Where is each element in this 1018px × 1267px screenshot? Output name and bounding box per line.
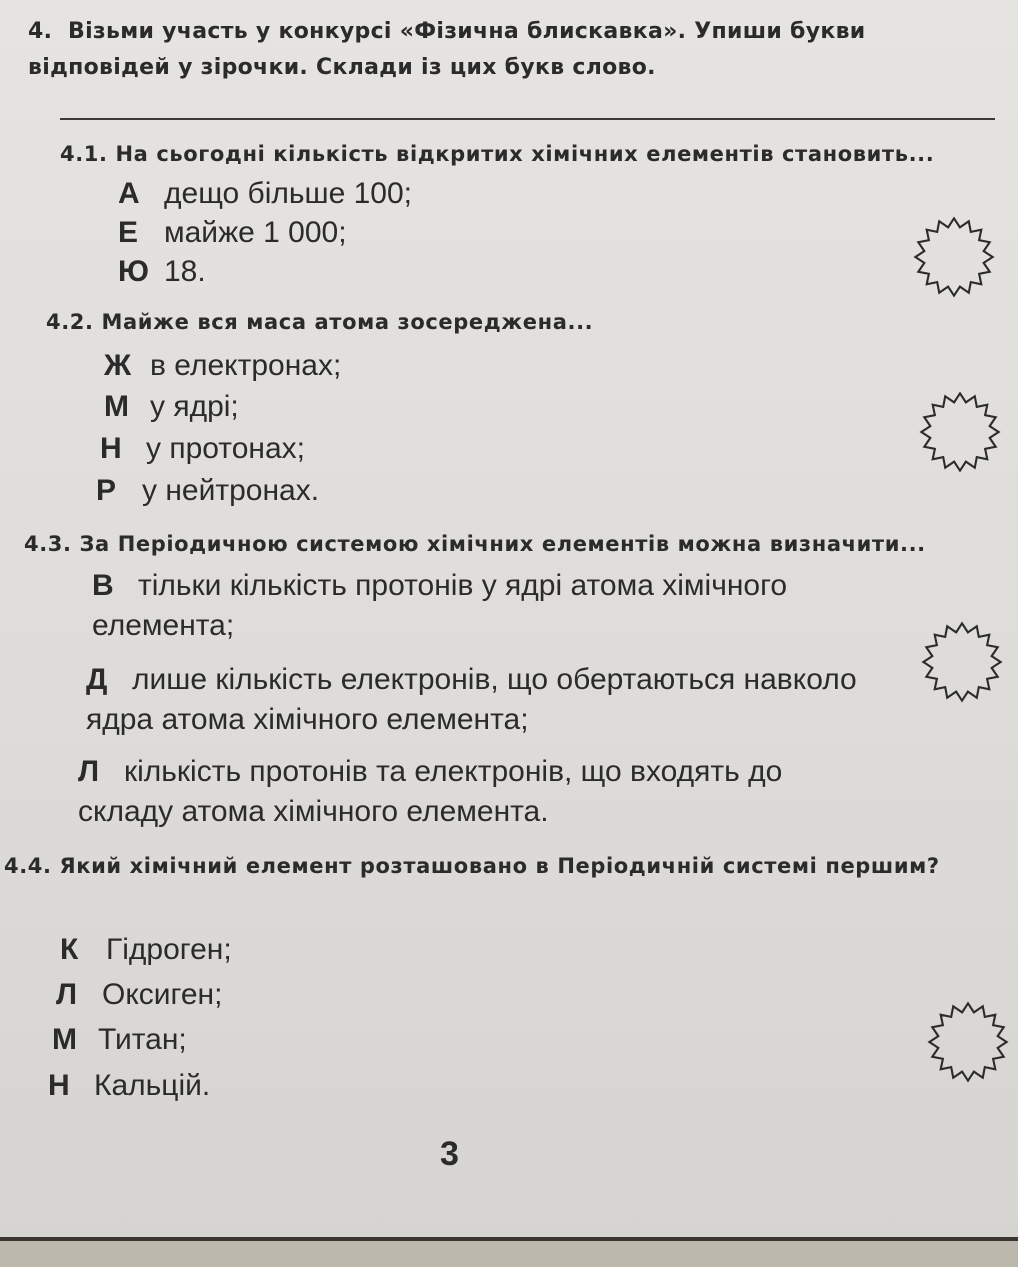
question-title: 4.2. Майже вся маса атома зосереджена... bbox=[46, 310, 594, 334]
option-text: у нейтронах. bbox=[142, 474, 320, 507]
option-item bbox=[104, 387, 239, 427]
starburst-icon[interactable] bbox=[926, 1000, 1010, 1084]
option-letter: М bbox=[104, 390, 129, 423]
option-text: у протонах; bbox=[146, 432, 305, 465]
option-item bbox=[118, 213, 347, 253]
option-item bbox=[78, 752, 878, 832]
question-title: 4.3. За Періодичною системою хімічних елементів можна визначити... bbox=[24, 532, 926, 556]
option-item bbox=[96, 471, 319, 511]
option-item bbox=[86, 660, 876, 740]
question-title: 4.4. Який хімічний елемент розташовано в Періодичній системі першим? bbox=[4, 854, 940, 878]
option-letter: Н bbox=[48, 1069, 70, 1102]
option-text: 18. bbox=[164, 255, 206, 288]
task-number: 4. bbox=[28, 19, 53, 44]
option-letter: Р bbox=[96, 474, 117, 507]
option-letter: Е bbox=[118, 216, 139, 249]
word-answer-line[interactable] bbox=[60, 118, 995, 120]
option-text: дещо більше 100; bbox=[164, 177, 413, 210]
option-text: Кальцій. bbox=[94, 1069, 211, 1102]
option-letter: А bbox=[118, 177, 140, 210]
option-letter: М bbox=[52, 1023, 77, 1056]
option-letter: В bbox=[92, 569, 114, 602]
task-text: Візьми участь у конкурсі «Фізична блискавка». Упиши букви відповідей у зірочки. Склади із цих букв слово. bbox=[28, 19, 866, 80]
option-text: кількість протонів та електронів, що входять до складу атома хімічного елемента. bbox=[78, 755, 783, 828]
starburst-icon[interactable] bbox=[918, 390, 1002, 474]
option-letter: Л bbox=[78, 755, 100, 788]
question-title: 4.1. На сьогодні кількість відкритих хімічних елементів становить... bbox=[60, 142, 935, 166]
option-letter: Л bbox=[56, 978, 78, 1011]
starburst-icon[interactable] bbox=[920, 620, 1004, 704]
option-text: в електронах; bbox=[150, 349, 342, 382]
option-item bbox=[104, 346, 341, 386]
option-item bbox=[56, 975, 222, 1015]
option-letter: Ж bbox=[104, 349, 132, 382]
option-text: Оксиген; bbox=[102, 978, 223, 1011]
option-item bbox=[60, 930, 232, 970]
page-number: 3 bbox=[440, 1135, 459, 1173]
option-item bbox=[92, 566, 872, 646]
option-letter: Ю bbox=[118, 255, 149, 288]
option-text: Гідроген; bbox=[106, 933, 232, 966]
option-text: тільки кількість протонів у ядрі атома хімічного елемента; bbox=[92, 569, 788, 642]
starburst-icon[interactable] bbox=[912, 215, 996, 299]
option-text: у ядрі; bbox=[150, 390, 239, 423]
option-letter: Н bbox=[100, 432, 122, 465]
task-heading bbox=[28, 14, 998, 86]
option-item bbox=[52, 1020, 187, 1060]
option-text: майже 1 000; bbox=[164, 216, 347, 249]
option-item bbox=[118, 252, 206, 292]
option-letter: Д bbox=[86, 663, 108, 696]
option-letter: К bbox=[60, 933, 79, 966]
option-item bbox=[48, 1066, 210, 1106]
next-page-edge bbox=[0, 1241, 1018, 1267]
option-item bbox=[100, 429, 305, 469]
option-text: Титан; bbox=[98, 1023, 187, 1056]
option-item bbox=[118, 174, 412, 214]
option-text: лише кількість електронів, що обертаються навколо ядра атома хімічного елемента; bbox=[86, 663, 857, 736]
